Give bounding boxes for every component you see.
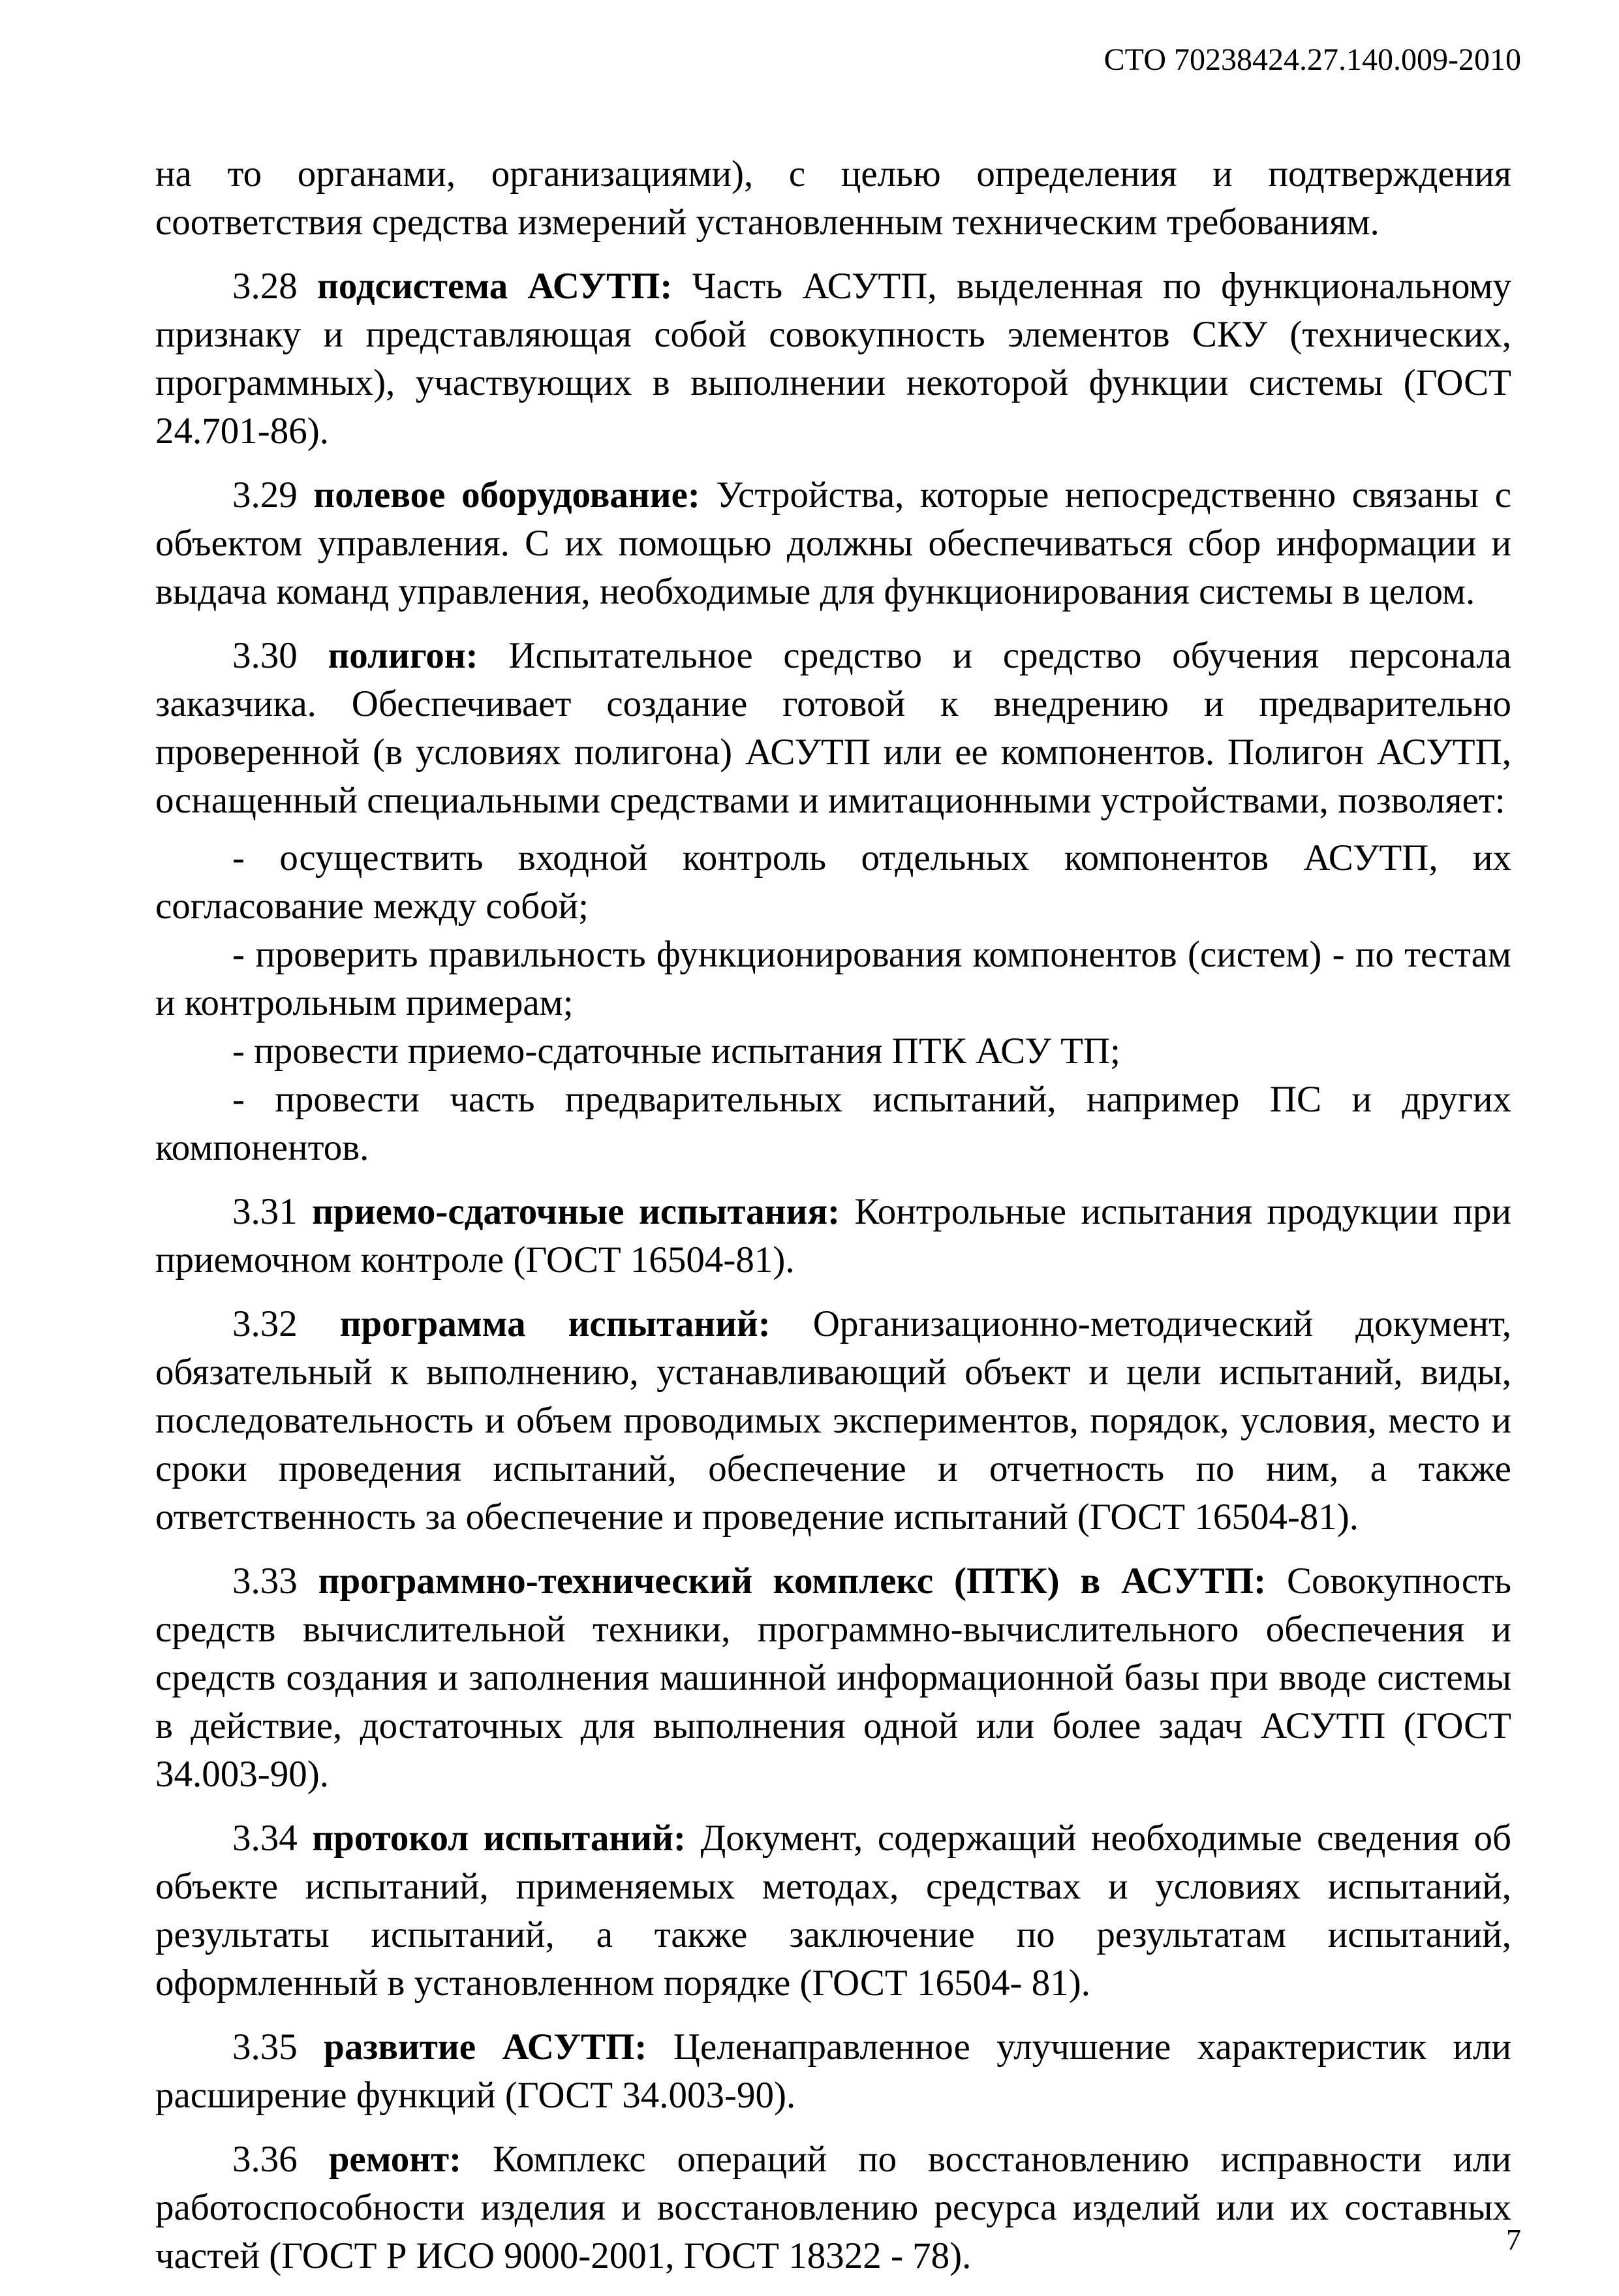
entry-number: 3.28 xyxy=(232,266,298,307)
entry-3-28 xyxy=(155,262,1511,456)
entry-definition: Контрольные испытания продукции при приемочном контроле (ГОСТ 16504-81). xyxy=(155,1191,1512,1280)
entry-3-35 xyxy=(155,2023,1511,2120)
list-item: - проверить правильность функционирования компонентов (систем) - по тестам и контрольным примерам; xyxy=(155,934,1511,1023)
entry-3-30 xyxy=(155,632,1511,825)
entry-definition: Организационно-методический документ, обязательный к выполнению, устанавливающий объект и цели испытаний, виды, последовательность и объем проводимых экспериментов, порядок, условия, место и сроки проведения испытаний, обеспечение и отчетность по ним, а также ответственность за обеспечение и проведение испытаний (ГОСТ 16504-81). xyxy=(155,1303,1512,1538)
entry-definition: Испытательное средство и средство обучения персонала заказчика. Обеспечивает создание готовой к внедрению и предварительно проверенной (в условиях полигона) АСУТП или ее компонентов. Полигон АСУТП, оснащенный специальными средствами и имитационными устройствами, позволяет: xyxy=(155,635,1512,821)
entry-term: приемо-сдаточные испытания: xyxy=(312,1191,840,1232)
entry-definition: Целенаправленное улучшение характеристик или расширение функций (ГОСТ 34.003-90). xyxy=(155,2026,1511,2116)
list-item: - провести приемо-сдаточные испытания ПТК АСУ ТП; xyxy=(232,1031,1120,1072)
entry-term: полевое оборудование: xyxy=(313,474,700,516)
entry-term: ремонт: xyxy=(328,2139,462,2180)
list-item: - провести часть предварительных испытаний, например ПС и других компонентов. xyxy=(155,1079,1511,1168)
entry-term: развитие АСУТП: xyxy=(324,2026,647,2068)
entry-number: 3.36 xyxy=(232,2139,298,2180)
document-code-header: СТО 70238424.27.140.009-2010 xyxy=(1103,42,1521,77)
entry-term: программно-технический комплекс (ПТК) в АСУТП: xyxy=(318,1560,1267,1602)
page-body xyxy=(155,150,1511,2296)
entry-definition: Устройства, которые непосредственно связаны с объектом управления. С их помощью должны обеспечиваться сбор информации и выдача команд управления, необходимые для функционирования системы в целом. xyxy=(155,474,1512,612)
entry-term: подсистема АСУТП: xyxy=(317,266,673,307)
entry-3-33 xyxy=(155,1557,1511,1799)
entry-3-36 xyxy=(155,2135,1511,2280)
entry-3-34 xyxy=(155,1814,1511,2008)
list-item: - осуществить входной контроль отдельных компонентов АСУТП, их согласование между собой; xyxy=(155,837,1511,927)
entry-number: 3.34 xyxy=(232,1818,298,1859)
entry-3-31 xyxy=(155,1188,1511,1284)
entry-number: 3.29 xyxy=(232,474,298,516)
entry-term: полигон: xyxy=(328,635,478,676)
entry-definition: Совокупность средств вычислительной техники, программно-вычислительного обеспечения и средств создания и заполнения машинной информационной базы при вводе системы в действие, достаточных для выполнения одной или более задач АСУТП (ГОСТ 34.003-90). xyxy=(155,1560,1512,1795)
entry-number: 3.35 xyxy=(232,2026,298,2068)
entry-3-29 xyxy=(155,471,1511,616)
entry-definition: Комплекс операций по восстановлению исправности или работоспособности изделия и восстановлению ресурса изделий или их составных частей (ГОСТ Р ИСО 9000-2001, ГОСТ 18322 - 78). xyxy=(155,2139,1511,2276)
entry-term: программа испытаний: xyxy=(339,1303,771,1344)
entry-number: 3.31 xyxy=(232,1191,298,1232)
entry-number: 3.33 xyxy=(232,1560,298,1602)
entry-number: 3.30 xyxy=(232,635,298,676)
continued-paragraph: на то органами, организациями), с целью определения и подтверждения соответствия средства измерений установленным техническим требованиям. xyxy=(155,153,1511,243)
entry-definition: Документ, содержащий необходимые сведения об объекте испытаний, применяемых методах, средствах и условиях испытаний, результаты испытаний, а также заключение по результатам испытаний, оформленный в установленном порядке (ГОСТ 16504- 81). xyxy=(155,1818,1512,2004)
entry-3-32 xyxy=(155,1300,1511,1542)
polygon-capabilities-list xyxy=(155,834,1511,1172)
entry-definition: Часть АСУТП, выделенная по функциональному признаку и представляющая собой совокупность элементов СКУ (технических, программных), участвующих в выполнении некоторой функции системы (ГОСТ 24.701-86). xyxy=(155,266,1512,452)
entry-number: 3.32 xyxy=(232,1303,298,1344)
entry-term: протокол испытаний: xyxy=(312,1818,686,1859)
page-number: 7 xyxy=(1506,2223,1521,2256)
